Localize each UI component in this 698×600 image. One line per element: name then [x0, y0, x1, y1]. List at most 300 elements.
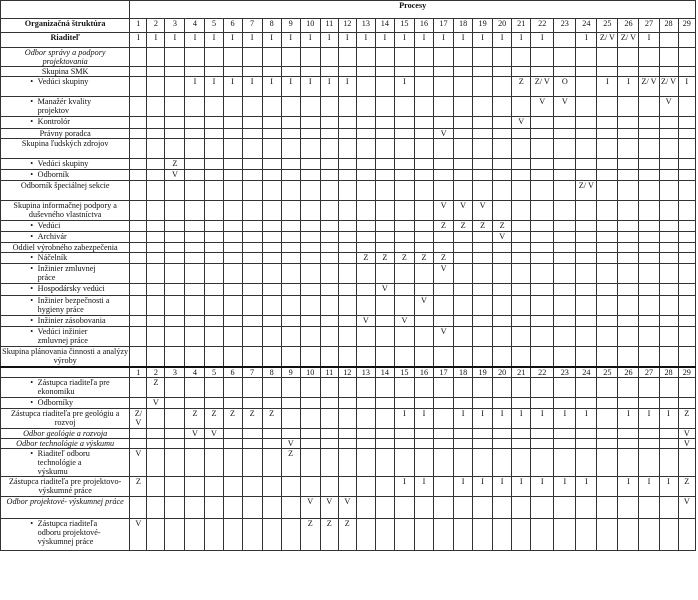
process-number: 19: [473, 367, 493, 378]
org-unit-label: [1, 117, 130, 129]
number-row-blank-cell: [1, 367, 130, 378]
responsibility-cell: [554, 347, 576, 367]
responsibility-cell: [639, 449, 659, 477]
responsibility-cell: [165, 284, 185, 296]
responsibility-cell: [618, 519, 639, 551]
responsibility-cell: [454, 449, 473, 477]
responsibility-cell: [493, 181, 512, 201]
responsibility-cell: O: [554, 77, 576, 97]
org-unit-label: [1, 170, 130, 181]
process-number: 13: [356, 367, 375, 378]
responsibility-cell: [130, 97, 147, 117]
responsibility-cell: [300, 221, 320, 232]
responsibility-cell: [356, 159, 375, 170]
responsibility-cell: [473, 232, 493, 243]
responsibility-cell: [130, 48, 147, 67]
responsibility-cell: I: [185, 77, 205, 97]
responsibility-cell: V: [512, 117, 531, 129]
responsibility-cell: [576, 264, 597, 284]
org-unit-row: [1, 439, 696, 449]
process-number: 29: [678, 19, 695, 33]
responsibility-cell: [512, 232, 531, 243]
responsibility-cell: V: [281, 439, 300, 449]
responsibility-cell: [375, 477, 394, 497]
responsibility-cell: I: [473, 477, 493, 497]
responsibility-cell: [434, 378, 454, 398]
org-unit-row: [1, 519, 696, 551]
responsibility-cell: [414, 519, 433, 551]
responsibility-cell: [147, 477, 165, 497]
responsibility-cell: [597, 316, 618, 327]
responsibility-cell: [493, 159, 512, 170]
responsibility-cell: V: [678, 497, 695, 519]
responsibility-cell: [338, 201, 356, 221]
responsibility-cell: [639, 497, 659, 519]
responsibility-cell: [205, 243, 223, 253]
responsibility-cell: I: [394, 77, 414, 97]
responsibility-cell: [454, 497, 473, 519]
responsibility-cell: [576, 221, 597, 232]
responsibility-cell: [338, 264, 356, 284]
responsibility-cell: [375, 181, 394, 201]
responsibility-cell: [512, 429, 531, 439]
bullet-icon: •: [30, 221, 34, 230]
responsibility-cell: [473, 159, 493, 170]
responsibility-cell: [678, 170, 695, 181]
responsibility-cell: [281, 497, 300, 519]
process-number: 24: [576, 19, 597, 33]
responsibility-cell: [597, 129, 618, 139]
responsibility-cell: [414, 378, 433, 398]
responsibility-cell: [185, 449, 205, 477]
responsibility-cell: [512, 398, 531, 409]
process-number: 18: [454, 19, 473, 33]
responsibility-cell: [597, 243, 618, 253]
responsibility-cell: [320, 159, 338, 170]
responsibility-cell: I: [639, 33, 659, 48]
responsibility-cell: V: [434, 264, 454, 284]
responsibility-cell: [262, 253, 281, 264]
responsibility-cell: V: [659, 97, 678, 117]
responsibility-cell: [223, 477, 242, 497]
responsibility-cell: V: [375, 284, 394, 296]
responsibility-cell: [597, 48, 618, 67]
process-number: 23: [554, 367, 576, 378]
responsibility-cell: [493, 296, 512, 316]
responsibility-cell: [531, 48, 554, 67]
responsibility-cell: [394, 449, 414, 477]
responsibility-cell: [659, 284, 678, 296]
responsibility-cell: [281, 316, 300, 327]
responsibility-cell: [434, 67, 454, 77]
org-unit-row: [1, 139, 696, 159]
responsibility-cell: I: [338, 33, 356, 48]
responsibility-cell: [242, 181, 262, 201]
org-unit-row: [1, 159, 696, 170]
responsibility-cell: [338, 398, 356, 409]
responsibility-cell: [554, 429, 576, 439]
responsibility-cell: [576, 378, 597, 398]
responsibility-cell: [147, 48, 165, 67]
responsibility-cell: [338, 284, 356, 296]
org-unit-label: [1, 378, 130, 398]
responsibility-cell: [512, 439, 531, 449]
org-unit-row: [1, 221, 696, 232]
responsibility-cell: [576, 497, 597, 519]
responsibility-cell: [473, 296, 493, 316]
responsibility-cell: [320, 327, 338, 347]
responsibility-cell: [356, 284, 375, 296]
process-number: 21: [512, 367, 531, 378]
responsibility-cell: [434, 409, 454, 429]
responsibility-cell: [493, 378, 512, 398]
responsibility-cell: [185, 398, 205, 409]
responsibility-cell: [659, 117, 678, 129]
responsibility-cell: [394, 129, 414, 139]
responsibility-cell: [300, 97, 320, 117]
responsibility-cell: I: [678, 77, 695, 97]
responsibility-cell: [618, 117, 639, 129]
responsibility-cell: [597, 221, 618, 232]
responsibility-cell: I: [394, 477, 414, 497]
responsibility-cell: I: [618, 409, 639, 429]
responsibility-cell: [434, 429, 454, 439]
responsibility-cell: V: [185, 429, 205, 439]
responsibility-cell: [147, 221, 165, 232]
responsibility-cell: [394, 67, 414, 77]
responsibility-cell: [320, 97, 338, 117]
responsibility-cell: [473, 429, 493, 439]
responsibility-cell: [454, 129, 473, 139]
responsibility-cell: [414, 264, 433, 284]
responsibility-cell: [531, 398, 554, 409]
process-number: 22: [531, 367, 554, 378]
responsibility-cell: [639, 129, 659, 139]
responsibility-cell: [223, 439, 242, 449]
responsibility-cell: [242, 347, 262, 367]
responsibility-cell: [147, 439, 165, 449]
responsibility-cell: [531, 159, 554, 170]
responsibility-cell: [454, 284, 473, 296]
responsibility-cell: [356, 129, 375, 139]
responsibility-cell: [262, 327, 281, 347]
responsibility-cell: Z: [434, 253, 454, 264]
responsibility-cell: [414, 429, 433, 439]
responsibility-cell: [597, 159, 618, 170]
org-unit-row: [1, 97, 696, 117]
responsibility-cell: [338, 117, 356, 129]
responsibility-cell: [205, 519, 223, 551]
responsibility-cell: [320, 129, 338, 139]
responsibility-cell: [531, 117, 554, 129]
responsibility-cell: [454, 139, 473, 159]
responsibility-cell: [320, 439, 338, 449]
responsibility-cell: [185, 232, 205, 243]
responsibility-cell: [473, 243, 493, 253]
responsibility-cell: [356, 139, 375, 159]
org-unit-row: [1, 33, 696, 48]
responsibility-cell: [454, 347, 473, 367]
responsibility-cell: I: [512, 409, 531, 429]
responsibility-cell: [473, 139, 493, 159]
responsibility-cell: [300, 201, 320, 221]
responsibility-cell: [281, 296, 300, 316]
responsibility-cell: [434, 97, 454, 117]
responsibility-cell: [147, 497, 165, 519]
responsibility-cell: [130, 77, 147, 97]
responsibility-cell: [338, 296, 356, 316]
responsibility-cell: [165, 497, 185, 519]
org-unit-label: Skupina plánovania činnosti a analýzy výroby: [2, 347, 129, 365]
responsibility-cell: [165, 477, 185, 497]
responsibility-cell: [531, 347, 554, 367]
responsibility-cell: [576, 97, 597, 117]
responsibility-cell: [242, 243, 262, 253]
responsibility-cell: [281, 139, 300, 159]
responsibility-cell: [618, 439, 639, 449]
responsibility-cell: [639, 181, 659, 201]
process-number: 5: [205, 367, 223, 378]
responsibility-cell: [618, 221, 639, 232]
org-unit-row: [1, 429, 696, 439]
responsibility-cell: [320, 284, 338, 296]
responsibility-cell: I: [554, 477, 576, 497]
responsibility-cell: [223, 159, 242, 170]
responsibility-cell: [242, 139, 262, 159]
responsibility-cell: [300, 378, 320, 398]
responsibility-cell: I: [493, 409, 512, 429]
bullet-icon: •: [30, 284, 34, 293]
org-unit-label: Riaditeľ: [1, 33, 130, 48]
responsibility-cell: [338, 159, 356, 170]
bullet-icon: •: [30, 296, 34, 305]
responsibility-cell: Z/ V: [576, 181, 597, 201]
responsibility-cell: [320, 232, 338, 243]
process-number: 28: [659, 19, 678, 33]
responsibility-cell: [281, 201, 300, 221]
responsibility-cell: I: [147, 33, 165, 48]
responsibility-cell: [262, 221, 281, 232]
responsibility-cell: [454, 243, 473, 253]
responsibility-cell: [205, 439, 223, 449]
responsibility-cell: [262, 117, 281, 129]
responsibility-cell: [618, 181, 639, 201]
responsibility-cell: [394, 243, 414, 253]
process-number: 12: [338, 19, 356, 33]
org-unit-label: [1, 221, 130, 232]
responsibility-cell: [223, 497, 242, 519]
responsibility-cell: Z: [165, 159, 185, 170]
responsibility-cell: [639, 316, 659, 327]
responsibility-cell: [242, 284, 262, 296]
responsibility-cell: [185, 284, 205, 296]
responsibility-cell: [147, 264, 165, 284]
responsibility-cell: [473, 97, 493, 117]
responsibility-cell: [262, 170, 281, 181]
responsibility-cell: [454, 519, 473, 551]
responsibility-cell: Z/ V: [130, 409, 147, 429]
responsibility-cell: [165, 201, 185, 221]
org-unit-label: [1, 264, 130, 284]
responsibility-cell: I: [338, 77, 356, 97]
responsibility-cell: [618, 398, 639, 409]
responsibility-cell: [262, 439, 281, 449]
responsibility-cell: [394, 296, 414, 316]
responsibility-cell: [493, 284, 512, 296]
responsibility-cell: Z/ V: [531, 77, 554, 97]
responsibility-cell: I: [223, 33, 242, 48]
responsibility-cell: [338, 316, 356, 327]
responsibility-cell: [262, 449, 281, 477]
responsibility-cell: [185, 477, 205, 497]
responsibility-cell: [300, 439, 320, 449]
org-unit-label: [1, 232, 130, 243]
responsibility-cell: [130, 347, 147, 367]
process-number: 11: [320, 367, 338, 378]
responsibility-cell: [659, 316, 678, 327]
responsibility-cell: I: [493, 477, 512, 497]
responsibility-cell: [512, 170, 531, 181]
responsibility-cell: [185, 48, 205, 67]
responsibility-cell: [493, 449, 512, 477]
responsibility-cell: [659, 33, 678, 48]
responsibility-cell: [618, 67, 639, 77]
responsibility-cell: [262, 477, 281, 497]
responsibility-cell: [185, 327, 205, 347]
responsibility-cell: [678, 378, 695, 398]
responsibility-cell: [512, 264, 531, 284]
responsibility-cell: [597, 409, 618, 429]
responsibility-cell: [356, 497, 375, 519]
responsibility-cell: [262, 378, 281, 398]
responsibility-cell: [281, 398, 300, 409]
responsibility-cell: V: [678, 429, 695, 439]
responsibility-cell: [223, 296, 242, 316]
org-unit-label: [1, 519, 130, 551]
responsibility-cell: I: [185, 33, 205, 48]
responsibility-cell: [320, 398, 338, 409]
responsibility-cell: [338, 221, 356, 232]
responsibility-cell: I: [618, 77, 639, 97]
responsibility-cell: [205, 296, 223, 316]
responsibility-cell: [576, 201, 597, 221]
responsibility-cell: [242, 449, 262, 477]
responsibility-cell: [375, 439, 394, 449]
responsibility-cell: [242, 232, 262, 243]
responsibility-cell: [375, 139, 394, 159]
responsibility-cell: I: [223, 77, 242, 97]
responsibility-cell: [678, 519, 695, 551]
responsibility-cell: [434, 159, 454, 170]
responsibility-cell: [554, 316, 576, 327]
org-unit-row: [1, 378, 696, 398]
responsibility-cell: [147, 429, 165, 439]
org-unit-name: Archivár: [37, 232, 67, 241]
org-unit-name: Vedúci inžinier zmluvnej práce: [37, 327, 88, 345]
responsibility-cell: [493, 97, 512, 117]
responsibility-cell: [493, 253, 512, 264]
responsibility-cell: Z/ V: [639, 77, 659, 97]
responsibility-cell: [493, 201, 512, 221]
responsibility-cell: [165, 67, 185, 77]
responsibility-cell: [512, 48, 531, 67]
responsibility-cell: [165, 221, 185, 232]
responsibility-cell: [394, 347, 414, 367]
responsibility-cell: [130, 139, 147, 159]
responsibility-cell: [473, 264, 493, 284]
responsibility-cell: [659, 497, 678, 519]
responsibility-cell: [554, 378, 576, 398]
responsibility-cell: [576, 232, 597, 243]
responsibility-cell: [338, 378, 356, 398]
responsibility-cell: [356, 97, 375, 117]
responsibility-cell: [375, 77, 394, 97]
responsibility-cell: [223, 378, 242, 398]
responsibility-cell: [639, 201, 659, 221]
responsibility-cell: [434, 296, 454, 316]
responsibility-cell: [205, 129, 223, 139]
responsibility-cell: [262, 264, 281, 284]
responsibility-cell: [147, 170, 165, 181]
responsibility-cell: [576, 139, 597, 159]
responsibility-cell: [639, 264, 659, 284]
responsibility-cell: [512, 201, 531, 221]
responsibility-cell: [375, 449, 394, 477]
responsibility-cell: [147, 519, 165, 551]
responsibility-cell: [597, 449, 618, 477]
responsibility-cell: [414, 201, 433, 221]
responsibility-cell: [223, 398, 242, 409]
responsibility-cell: [554, 449, 576, 477]
responsibility-cell: [205, 347, 223, 367]
responsibility-cell: [262, 232, 281, 243]
responsibility-cell: [375, 347, 394, 367]
responsibility-cell: [454, 117, 473, 129]
responsibility-cell: I: [493, 33, 512, 48]
responsibility-cell: [678, 67, 695, 77]
responsibility-cell: [493, 439, 512, 449]
responsibility-cell: [576, 327, 597, 347]
responsibility-cell: Z: [130, 477, 147, 497]
responsibility-cell: I: [205, 33, 223, 48]
responsibility-cell: V: [165, 170, 185, 181]
responsibility-cell: [300, 449, 320, 477]
responsibility-cell: [205, 378, 223, 398]
responsibility-cell: V: [473, 201, 493, 221]
responsibility-cell: [356, 378, 375, 398]
responsibility-cell: [414, 316, 433, 327]
responsibility-cell: [262, 129, 281, 139]
responsibility-cell: [375, 519, 394, 551]
bullet-icon: •: [30, 77, 34, 86]
process-number: 12: [338, 367, 356, 378]
responsibility-cell: [678, 117, 695, 129]
responsibility-cell: [394, 170, 414, 181]
responsibility-cell: [205, 284, 223, 296]
responsibility-cell: [223, 139, 242, 159]
responsibility-cell: [394, 201, 414, 221]
responsibility-cell: [165, 253, 185, 264]
responsibility-cell: [554, 139, 576, 159]
responsibility-cell: Z: [473, 221, 493, 232]
responsibility-cell: [320, 264, 338, 284]
responsibility-cell: [394, 439, 414, 449]
responsibility-cell: [300, 117, 320, 129]
responsibility-cell: I: [531, 33, 554, 48]
responsibility-cell: [576, 77, 597, 97]
responsibility-cell: [554, 398, 576, 409]
responsibility-cell: [185, 67, 205, 77]
